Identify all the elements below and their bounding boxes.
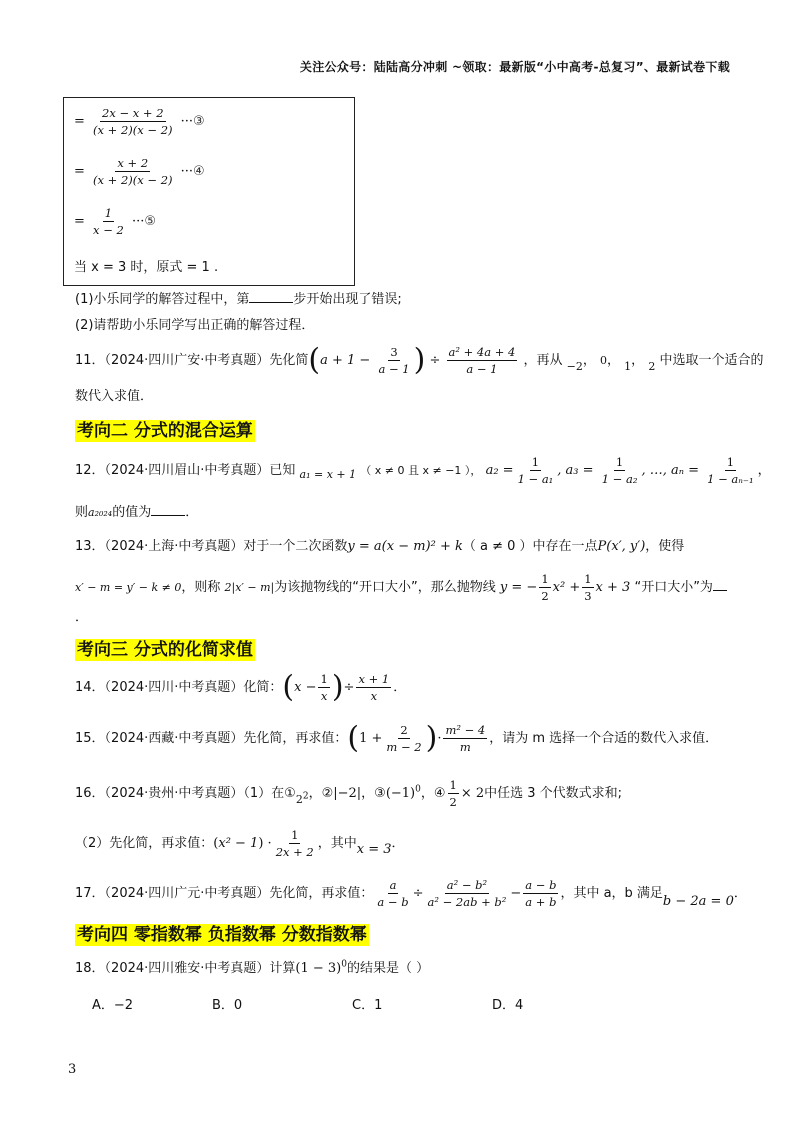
page-header: 关注公众号：陆陆高分冲刺 ~领取：最新版“小中高考-总复习”、最新试卷下载 xyxy=(299,60,730,74)
option-a[interactable]: A．−2 xyxy=(92,998,134,1013)
question-17: 17．（2024·四川广元·中考真题）先化简，再求值： $\frac{a}{a - b}$ ÷ $\frac{\text{a² − b²}}{\text{a² − 2ab + b²}}$ − $\frac{a - b}{a + b}$ ，其中 a，b 满足b − 2a = 0． xyxy=(75,878,747,909)
question-13: 13．（2024·上海·中考真题）对于一个二次函数y = a(x − m)² + k（ a ≠ 0 ）中存在一点P(x′, y′)，使得 xyxy=(75,539,685,554)
question-15: 15．（2024·西藏·中考真题）先化简，再求值：(1 + $\frac{2}{m - 2}$ )· $\frac{\text{m² − 4}}{m}$ ，请为 m 选择一个合适的数代入求值． xyxy=(75,720,719,756)
step-result: 当 x = 3 时，原式 = 1 . xyxy=(74,260,219,275)
answer-blank xyxy=(151,503,185,516)
question-16-line2: （2）先化简，再求值：(x² − 1) · $\frac{1}{2x + 2}$ ，其中x = 3． xyxy=(75,828,405,859)
question-11-line2: 数代入求值． xyxy=(75,389,154,404)
step-5: = $\frac{1}{x - 2}$ ···⑤ xyxy=(74,206,156,237)
step-3: = $\frac{2x - x + 2}{(x + 2)(x - 2)}$ ···③ xyxy=(74,106,205,137)
q10-part1: (1)小乐同学的解答过程中，第 步开始出现了错误; xyxy=(75,292,402,307)
question-13-line3: ． xyxy=(75,610,89,625)
question-16: 16．（2024·贵州·中考真题）（1）在$①_{2^2}$，②|−2|，$③(-1)^0$，④ $\frac{1}{2}$ × 2中任选 3 个代数式求和; xyxy=(75,778,623,809)
option-b[interactable]: B．0 xyxy=(212,998,243,1013)
question-18: 18．（2024·四川雅安·中考真题）计算$(1 - 3)^0$的结果是（ ） xyxy=(75,959,430,976)
section-heading-2: 考向二 分式的混合运算 xyxy=(77,421,253,441)
answer-blank xyxy=(249,290,293,303)
option-d[interactable]: D．4 xyxy=(492,998,524,1013)
question-12: 12．（2024·四川眉山·中考真题）已知 $_{a_1 = x + 1}$ （ x ≠ 0 且 x ≠ −1 ）， a₂ = $\frac{1}{\text{1 − a₁}}$ , a₃ = $\frac{1}{\text{1 − a₂}}$ , …, aₙ = $\frac{1}{\text{1 − aₙ₋₁}}$ ， xyxy=(75,455,771,486)
step-4: = $\frac{x + 2}{(x + 2)(x - 2)}$ ···④ xyxy=(74,156,205,187)
solution-box xyxy=(63,97,355,286)
section-heading-3: 考向三 分式的化简求值 xyxy=(77,640,253,660)
question-11: 11．（2024·四川广安·中考真题）先化简(a + 1 − $\frac{3}{a - 1}$ ) ÷ $\frac{\text{a² + 4a + 4}}{a - 1}$ ，再从 $_{-2}$， 0， $_1$， $_2$ 中选取一个适合的 xyxy=(75,342,764,378)
option-c[interactable]: C．1 xyxy=(352,998,383,1013)
page-number: 3 xyxy=(68,1062,77,1077)
question-14: 14．（2024·四川·中考真题）化简：(x − $\frac{1}{x}$ )÷ $\frac{x + 1}{x}$ ． xyxy=(75,669,407,705)
answer-blank xyxy=(713,578,727,591)
q10-part2: (2)请帮助小乐同学写出正确的解答过程． xyxy=(75,318,315,333)
question-13-line2: x′ − m = y′ − k ≠ 0，则称 2|x′ − m|为该抛物线的“开口大小”，那么抛物线 y = − $\frac{1}{2}$ x² + $\frac{1}{3}$ x + 3 “开口大小”为 xyxy=(75,572,727,603)
question-12-line2: 则a₂₀₂₄的值为 ． xyxy=(75,505,199,520)
section-heading-4: 考向四 零指数幂 负指数幂 分数指数幂 xyxy=(77,925,367,945)
